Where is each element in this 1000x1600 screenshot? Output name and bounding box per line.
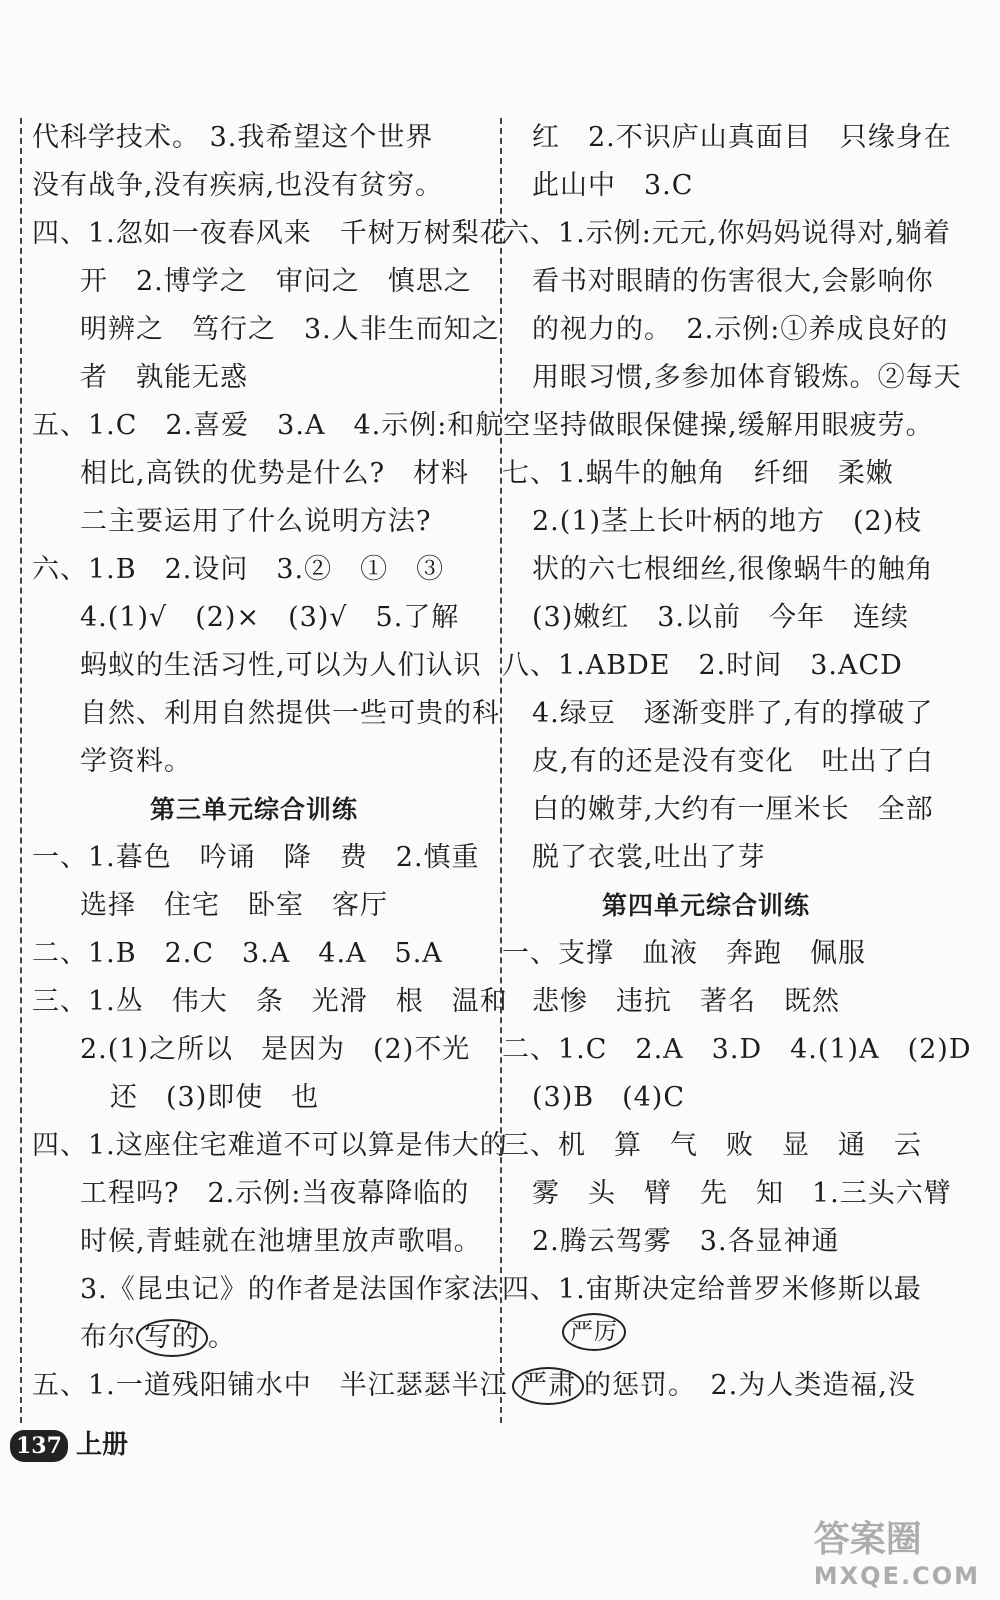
answer-line (502, 454, 894, 494)
answer-line (502, 646, 903, 686)
answer-line (32, 118, 433, 158)
answer-line (532, 598, 909, 638)
answer-line (532, 118, 952, 158)
answer-line (80, 358, 248, 398)
line-text: 六、1.示例:元元,你妈妈说得对,躺着 (502, 218, 952, 249)
answer-line (532, 358, 962, 398)
circled-word: 严肃 (512, 1367, 584, 1405)
line-text: 白的嫩芽,大约有一厘米长 全部 (532, 794, 934, 825)
answer-line (532, 1174, 952, 1214)
line-text: 二、1.C 2.A 3.D 4.(1)A (2)D (502, 1034, 972, 1065)
answer-line (80, 1318, 236, 1358)
answer-line (502, 1126, 922, 1166)
line-text: 状的六七根细丝,很像蜗牛的触角 (532, 554, 934, 585)
answer-line (532, 1078, 685, 1118)
answer-line (80, 1030, 470, 1070)
line-text: 学资料。 (80, 746, 192, 777)
line-text: 2.(1)之所以 是因为 (2)不光 (80, 1034, 471, 1065)
line-text: 一、1.暮色 吟诵 降 费 2.慎重 (32, 842, 480, 873)
line-text: 看书对眼睛的伤害很大,会影响你 (532, 266, 934, 297)
punctuation: 。 (208, 1322, 236, 1353)
line-text: 蚂蚁的生活习性,可以为人们认识 (80, 650, 482, 681)
line-text: 五、1.C 2.喜爱 3.A 4.示例:和航空 (32, 410, 532, 441)
answer-line (502, 214, 951, 254)
section-heading (602, 886, 810, 926)
answer-line (32, 982, 508, 1022)
answer-line (502, 1030, 972, 1070)
line-text: 明辨之 笃行之 3.人非生而知之 (80, 314, 500, 345)
left-column (20, 118, 532, 1423)
line-text: 者 孰能无惑 (80, 362, 248, 393)
line-text: 2.腾云驾雾 3.各显神通 (532, 1226, 840, 1257)
line-text: 四、1.忽如一夜春风来 千树万树梨花 (32, 218, 508, 249)
answer-line (80, 262, 472, 302)
line-text: 选择 住宅 卧室 客厅 (80, 890, 388, 921)
answer-line (80, 1174, 469, 1214)
answer-line (532, 694, 933, 734)
page-number: 137 (10, 1430, 68, 1462)
answer-line (532, 166, 693, 206)
answer-line (32, 1366, 508, 1406)
line-text: (3)B (4)C (532, 1082, 685, 1113)
line-text: 二主要运用了什么说明方法? (80, 506, 432, 537)
line-text: 4.绿豆 逐渐变胖了,有的撑破了 (532, 698, 934, 729)
volume-label: 上册 (75, 1430, 128, 1460)
watermark (814, 1511, 980, 1590)
answer-line (80, 742, 192, 782)
line-text: (3)嫩红 3.以前 今年 连续 (532, 602, 910, 633)
answer-line (32, 1126, 508, 1166)
line-text: 4.(1)√ (2)× (3)√ 5.了解 (80, 602, 460, 633)
answer-text: 的惩罚。 2.为人类造福,没 (584, 1370, 916, 1401)
answer-line (532, 838, 766, 878)
line-text: 四、1.这座住宅难道不可以算是伟大的 (32, 1130, 508, 1161)
answer-line (32, 838, 480, 878)
line-text: 五、1.一道残阳铺水中 半江瑟瑟半江 (32, 1370, 508, 1401)
line-text: 二、1.B 2.C 3.A 4.A 5.A (32, 938, 443, 969)
answer-line (32, 214, 508, 254)
line-text: 代科学技术。 3.我希望这个世界 (32, 122, 434, 153)
watermark-url: MXQE.COM (813, 1562, 980, 1590)
answer-line (532, 310, 948, 350)
answer-line (532, 406, 934, 446)
answer-line (80, 694, 500, 734)
section-heading (150, 790, 358, 830)
answer-line (32, 406, 531, 446)
line-text: 布尔 (80, 1322, 136, 1353)
page-footer (10, 1424, 128, 1462)
answer-line (502, 934, 866, 974)
answer-line (80, 454, 469, 494)
line-text: 六、1.B 2.设问 3.② ① ③ (32, 554, 445, 585)
answer-line (80, 310, 500, 350)
line-text: 时候,青蛙就在池塘里放声歌唱。 (80, 1226, 482, 1257)
answer-line (532, 502, 922, 542)
answer-line (32, 166, 443, 206)
line-text: 一、支撑 血液 奔跑 佩服 (502, 938, 866, 969)
line-text: 的视力的。 2.示例:①养成良好的 (532, 314, 949, 345)
line-text: 悲惨 违抗 著名 既然 (532, 986, 840, 1017)
line-text: 开 2.博学之 审问之 慎思之 (80, 266, 472, 297)
line-text: 四、1.宙斯决定给普罗米修斯以最 (502, 1274, 922, 1305)
line-text: 雾 头 臂 先 知 1.三头六臂 (532, 1178, 952, 1209)
circled-word: 严厉 (562, 1313, 626, 1351)
answer-line (532, 982, 840, 1022)
answer-line (532, 550, 934, 590)
line-text: 相比,高铁的优势是什么? 材料 (80, 458, 470, 489)
line-text: 三、机 算 气 败 显 通 云 (502, 1130, 922, 1161)
line-text: 还 (3)即使 也 (110, 1082, 320, 1113)
answer-line (512, 1366, 916, 1406)
line-text: 三、1.丛 伟大 条 光滑 根 温和 (32, 986, 508, 1017)
line-text: 此山中 3.C (532, 170, 694, 201)
answer-line (80, 502, 431, 542)
line-text: 红 2.不识庐山真面目 只缘身在 (532, 122, 952, 153)
answer-line (110, 1078, 319, 1118)
answer-line (32, 550, 444, 590)
answer-line (502, 1270, 922, 1310)
line-text: 第四单元综合训练 (602, 891, 811, 920)
answer-line (32, 934, 443, 974)
answer-line (532, 742, 934, 782)
line-text: 第三单元综合训练 (150, 795, 359, 824)
answer-line (532, 790, 934, 830)
line-text: 八、1.ABDE 2.时间 3.ACD (502, 650, 903, 681)
circled-word: 写的 (136, 1319, 208, 1357)
line-text: 七、1.蜗牛的触角 纤细 柔嫩 (502, 458, 894, 489)
line-text: 用眼习惯,多参加体育锻炼。②每天 (532, 362, 962, 393)
answer-line (80, 598, 459, 638)
line-text: 自然、利用自然提供一些可贵的科 (80, 698, 500, 729)
line-text: 没有战争,没有疾病,也没有贫穷。 (32, 170, 444, 201)
answer-line (80, 1270, 500, 1310)
line-text: 工程吗? 2.示例:当夜幕降临的 (80, 1178, 470, 1209)
answer-line (532, 262, 934, 302)
answer-line (562, 1312, 626, 1352)
right-column (500, 118, 972, 1423)
line-text: 3.《昆虫记》的作者是法国作家法 (80, 1274, 500, 1305)
answer-line (80, 886, 388, 926)
answer-line (532, 1222, 840, 1262)
answer-line (80, 1222, 482, 1262)
line-text: 脱了衣裳,吐出了芽 (532, 842, 766, 873)
answer-line (80, 646, 482, 686)
line-text: 2.(1)茎上长叶柄的地方 (2)枝 (532, 506, 923, 537)
watermark-logo: 答案圈 (813, 1519, 922, 1560)
line-text: 坚持做眼保健操,缓解用眼疲劳。 (532, 410, 934, 441)
line-text: 皮,有的还是没有变化 吐出了白 (532, 746, 934, 777)
